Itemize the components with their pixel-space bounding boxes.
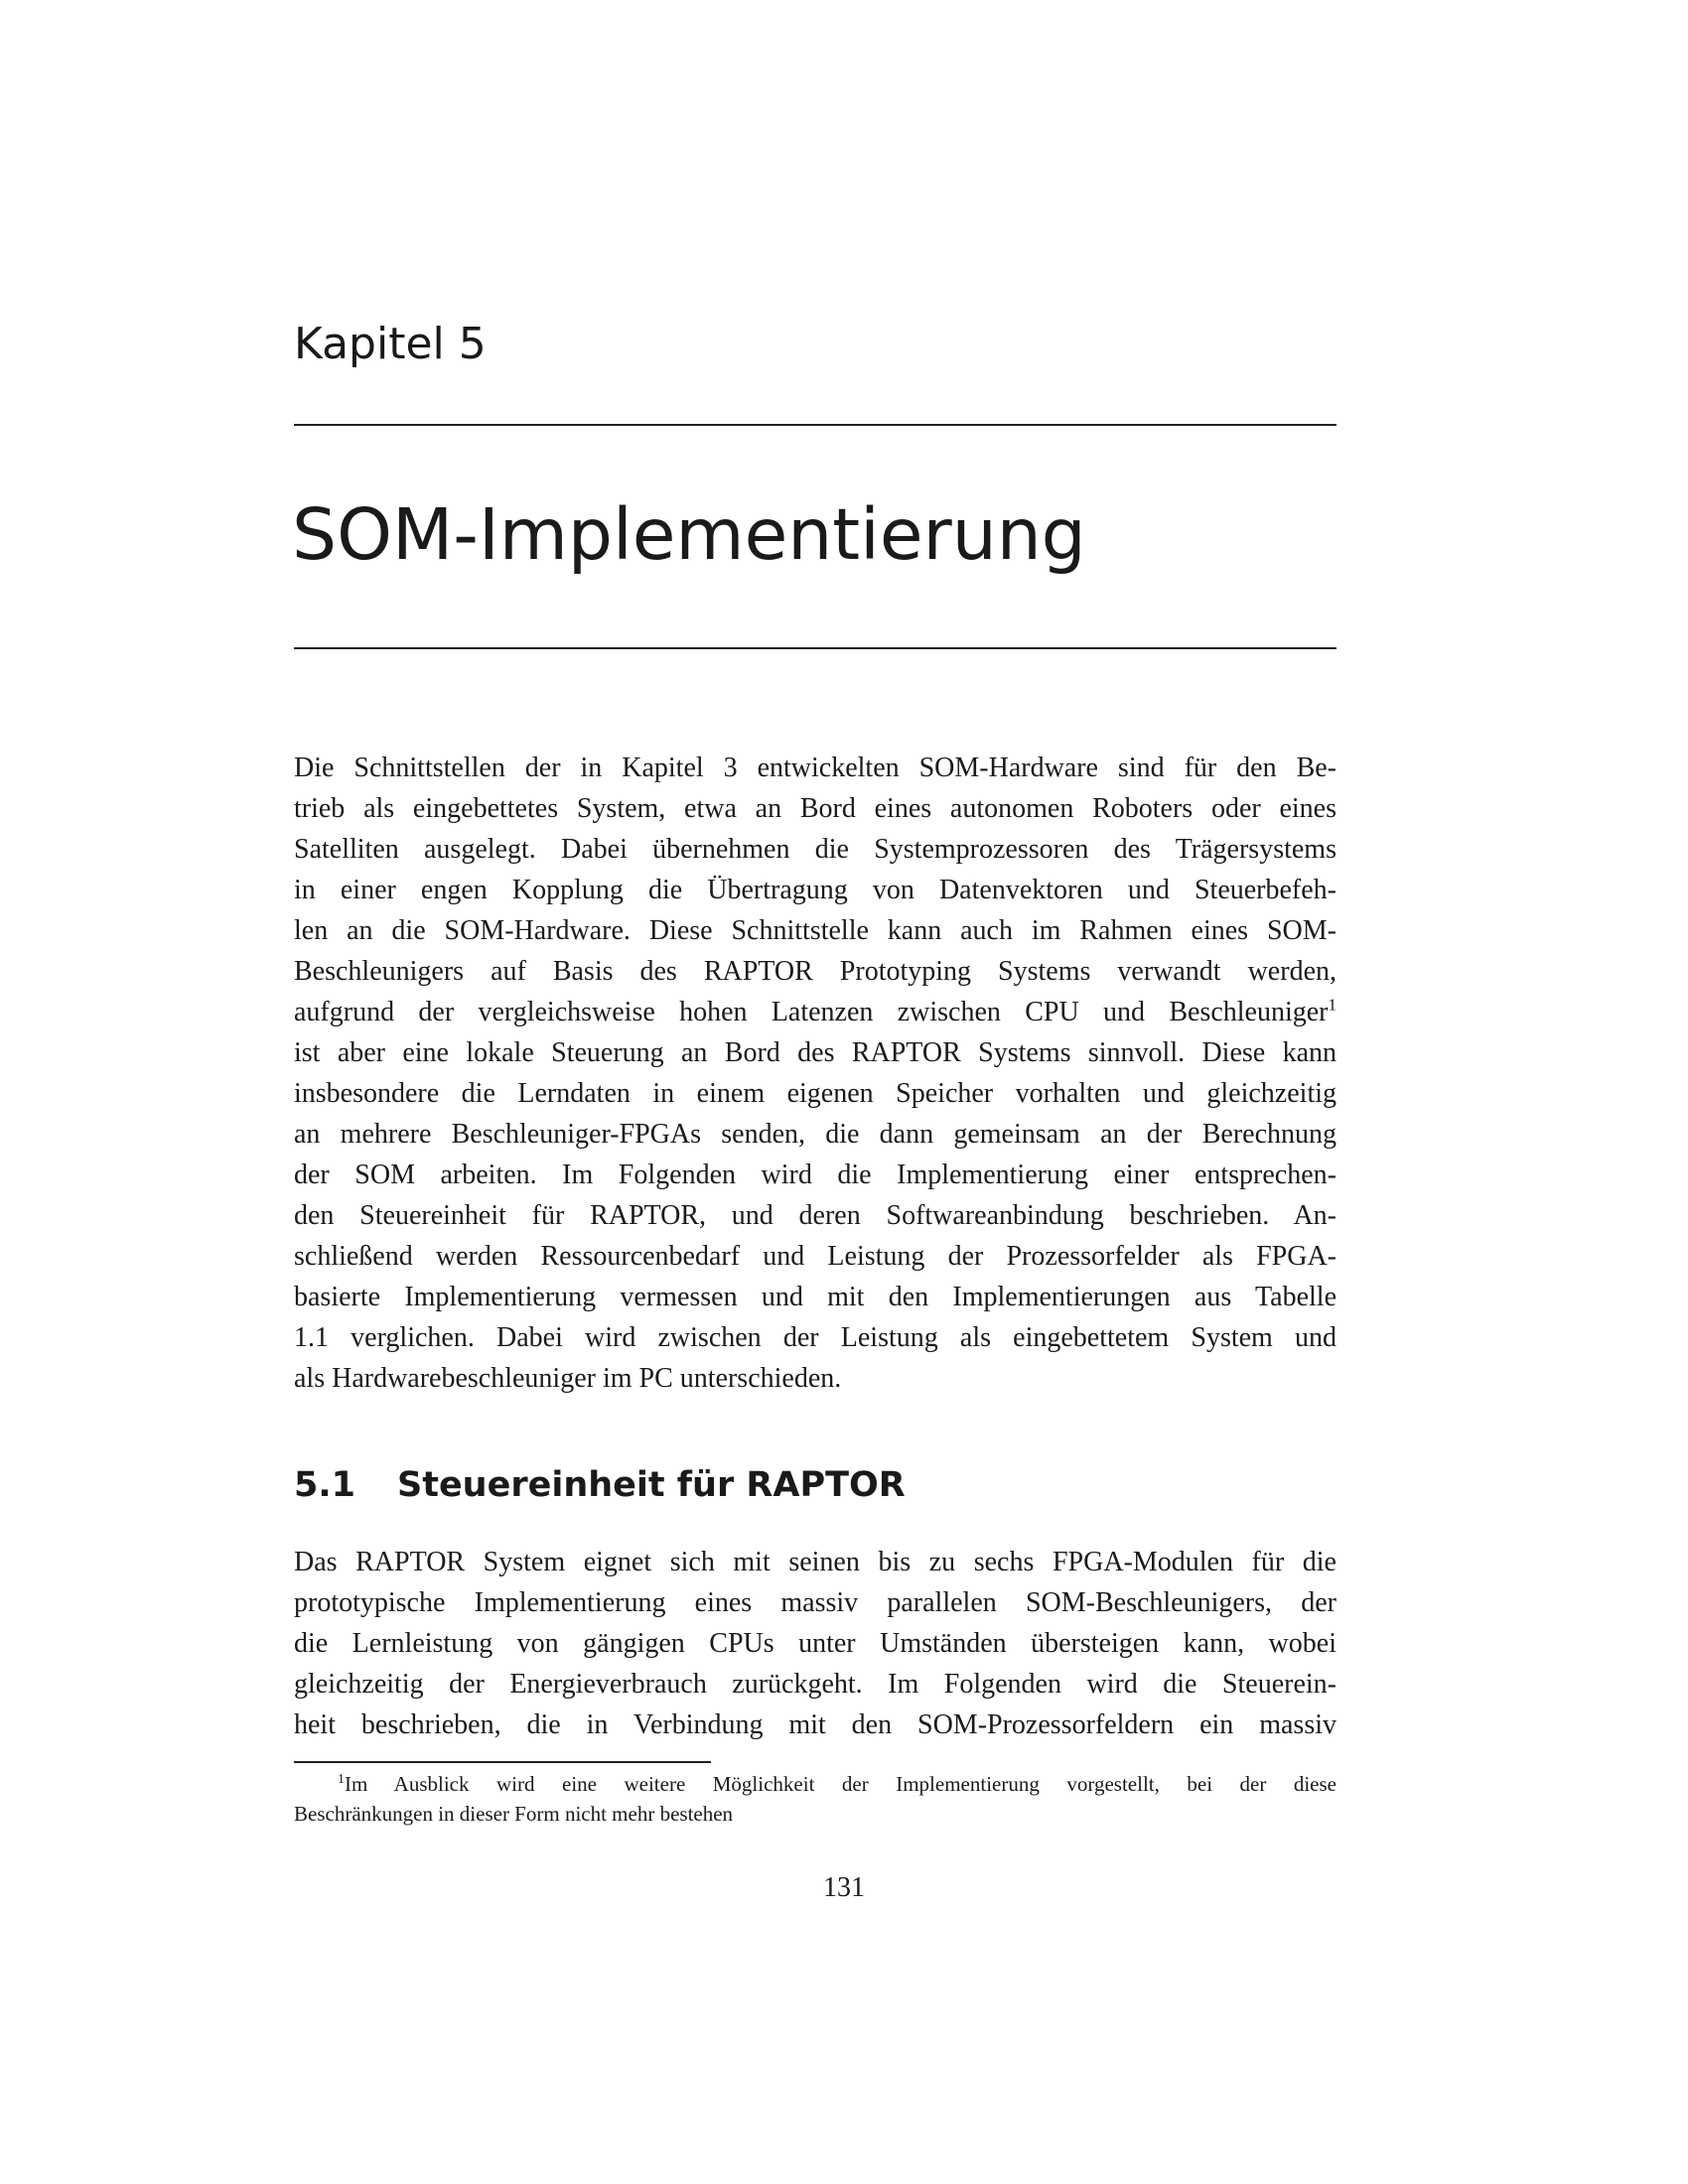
text-line: an mehrere Beschleuniger-FPGAs senden, die dann gemeinsam an der Berechnung <box>294 1119 1336 1150</box>
footnote-line: $^1$Im Ausblick wird eine weitere Möglichkeit der Implementierung vorgestellt, bei der diese <box>338 1772 1336 1796</box>
intro-paragraph <box>294 748 1336 1399</box>
text-line: trieb als eingebettetes System, etwa an Bord eines autonomen Roboters oder eines <box>294 793 1336 824</box>
footnote-marker: 1 <box>338 1772 345 1787</box>
text-line: Beschleunigers auf Basis des RAPTOR Prototyping Systems verwandt werden, <box>294 956 1336 987</box>
chapter-title: SOM-Implementierung <box>292 493 1086 576</box>
text-line: den Steuereinheit für RAPTOR, und deren Softwareanbindung beschrieben. An- <box>294 1200 1336 1231</box>
text-line: der SOM arbeiten. Im Folgenden wird die Implementierung einer entsprechen- <box>294 1160 1336 1190</box>
text-line: basierte Implementierung vermessen und mit den Implementierungen aus Tabelle <box>294 1282 1336 1312</box>
text-line: Satelliten ausgelegt. Dabei übernehmen die Systemprozessoren des Trägersystems <box>294 834 1336 865</box>
footnote <box>294 1769 1336 1829</box>
text-line: schließend werden Ressourcenbedarf und Leistung der Prozessorfelder als FPGA- <box>294 1241 1336 1272</box>
chapter-bottom-rule <box>294 647 1336 649</box>
text-line: Das RAPTOR System eignet sich mit seinen bis zu sechs FPGA-Modulen für die <box>294 1547 1336 1577</box>
text-line: aufgrund der vergleichsweise hohen Latenzen zwischen CPU und Beschleuniger$^1$ <box>294 995 1336 1027</box>
text-line: 1.1 verglichen. Dabei wird zwischen der Leistung als eingebettetem System und <box>294 1322 1336 1353</box>
page-number: 131 <box>823 1872 865 1903</box>
text-line: len an die SOM-Hardware. Diese Schnittstelle kann auch im Rahmen eines SOM- <box>294 915 1336 946</box>
section-paragraph <box>294 1542 1336 1745</box>
chapter-top-rule <box>294 424 1336 426</box>
text-line: in einer engen Kopplung die Übertragung von Datenvektoren und Steuerbefeh- <box>294 875 1336 905</box>
text-line: Die Schnittstellen der in Kapitel 3 entwickelten SOM-Hardware sind für den Be- <box>294 752 1336 783</box>
section-heading <box>294 1463 906 1507</box>
text-line: ist aber eine lokale Steuerung an Bord des RAPTOR Systems sinnvoll. Diese kann <box>294 1037 1336 1068</box>
text-line: insbesondere die Lerndaten in einem eigenen Speicher vorhalten und gleichzeitig <box>294 1078 1336 1109</box>
footnote-rule <box>294 1761 711 1763</box>
section-number: 5.1 <box>294 1465 356 1505</box>
chapter-label: Kapitel 5 <box>294 319 487 369</box>
footnote-reference[interactable]: 1 <box>1328 995 1336 1015</box>
text-line: die Lernleistung von gängigen CPUs unter Umständen übersteigen kann, wobei <box>294 1628 1336 1659</box>
text-line: heit beschrieben, die in Verbindung mit den SOM-Prozessorfeldern ein massiv <box>294 1709 1336 1740</box>
text-line: als Hardwarebeschleuniger im PC unterschieden. <box>294 1363 842 1394</box>
section-title: Steuereinheit für RAPTOR <box>397 1465 906 1505</box>
footnote-line: Beschränkungen in dieser Form nicht mehr bestehen <box>294 1802 734 1826</box>
text-line: prototypische Implementierung eines massiv parallelen SOM-Beschleunigers, der <box>294 1587 1336 1618</box>
text-line: gleichzeitig der Energieverbrauch zurückgeht. Im Folgenden wird die Steuerein- <box>294 1669 1336 1700</box>
